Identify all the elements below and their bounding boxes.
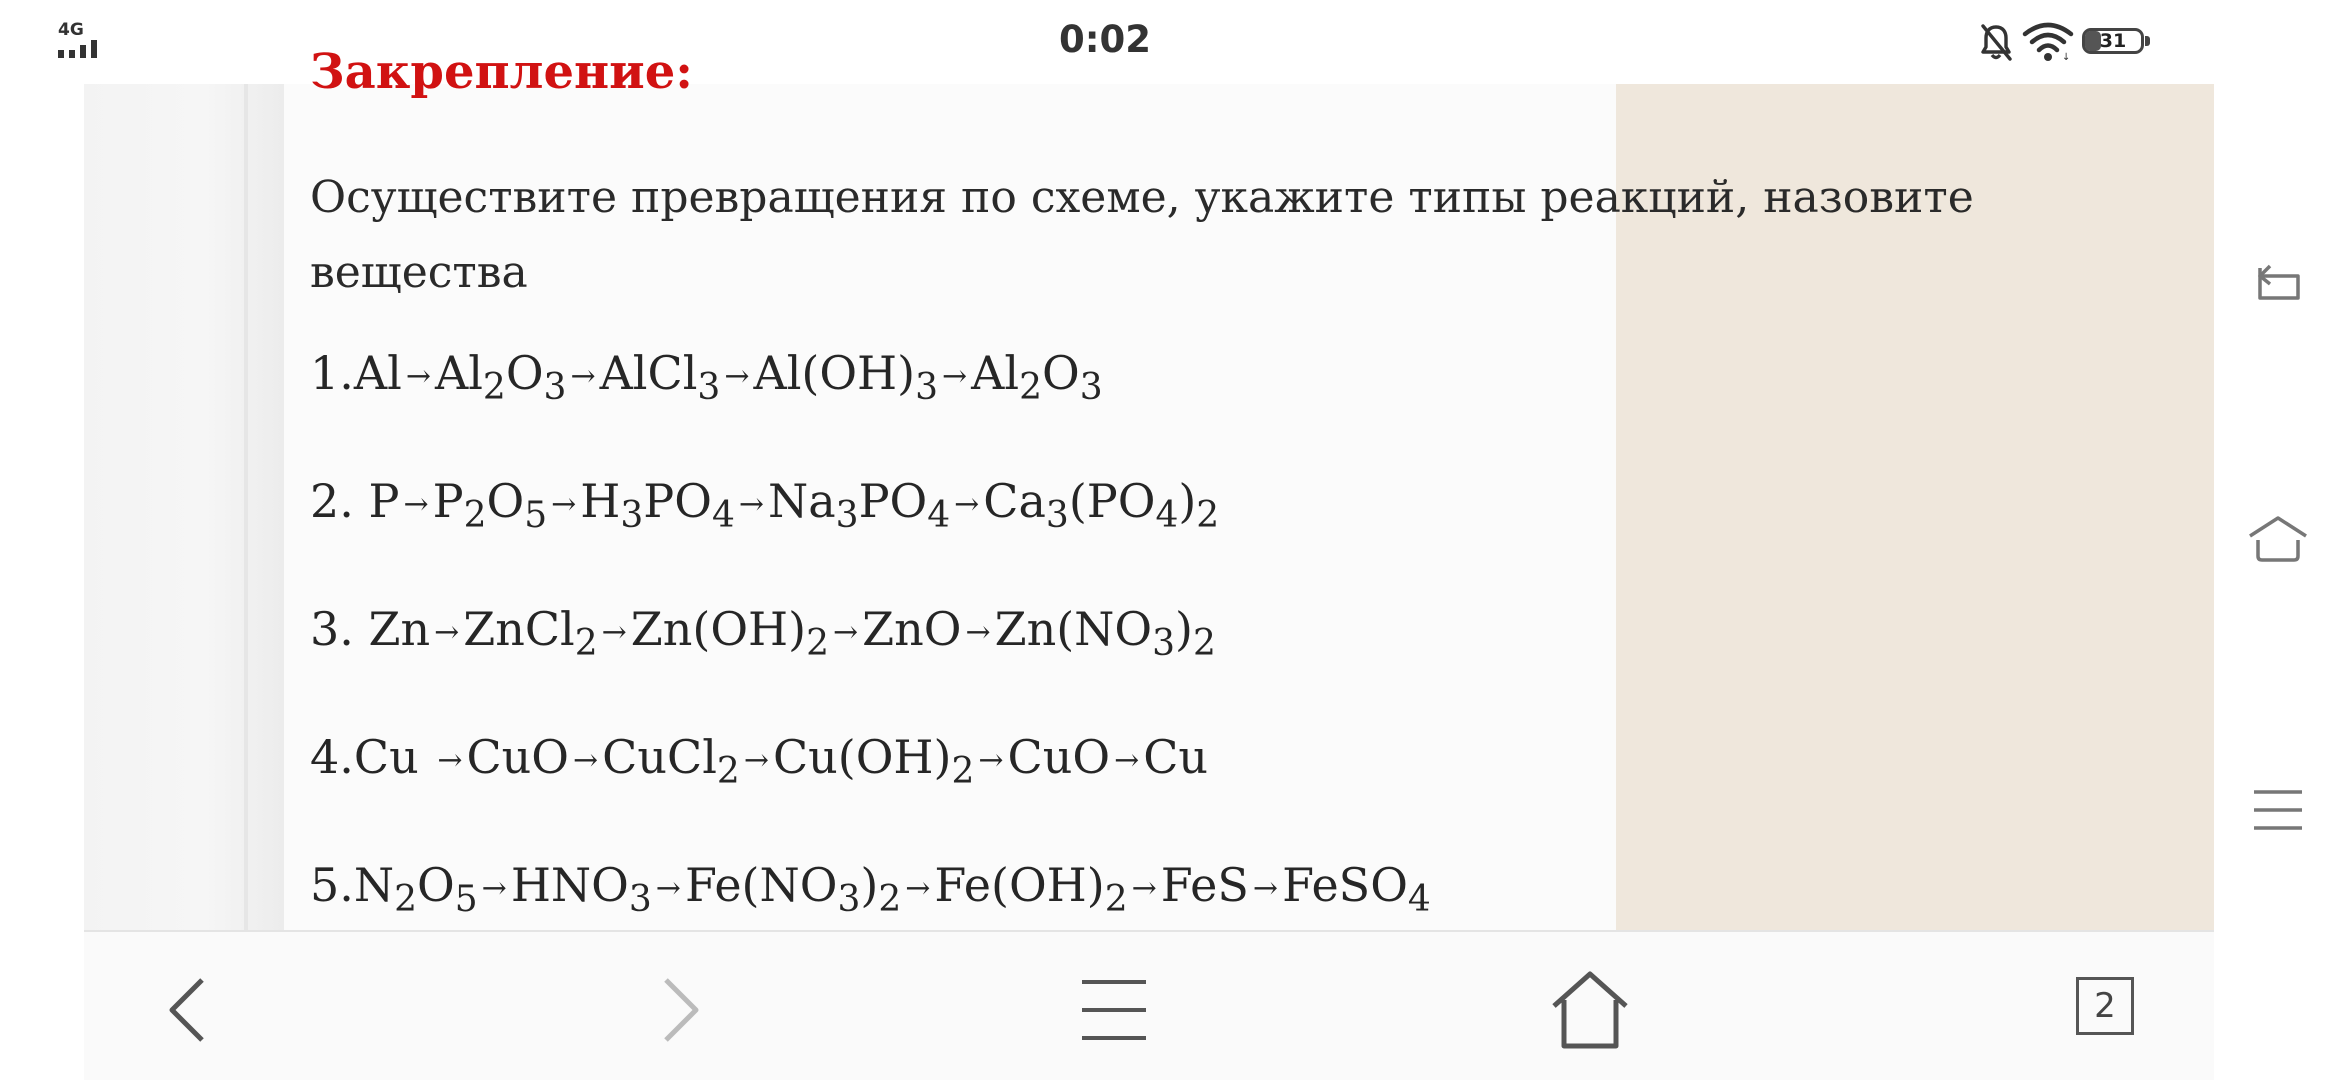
chemical-formula: CuCl$_2$ (602, 730, 740, 792)
chemical-formula: $Fe(OH)_2$ (934, 858, 1128, 920)
section-heading: Закрепление: (310, 44, 693, 100)
chemical-formula: Cu (1143, 730, 1209, 784)
scheme-2 (310, 474, 1220, 536)
document-viewport[interactable] (84, 44, 2214, 930)
arrow-icon: → (551, 487, 577, 522)
chemical-formula: FeS (1160, 858, 1249, 912)
arrow-icon: → (738, 487, 764, 522)
battery-indicator (2082, 28, 2152, 56)
battery-level: 31 (2099, 30, 2127, 52)
chemical-formula: Zn (368, 602, 431, 656)
chemical-formula: $Fe(NO_3)_2$ (684, 858, 902, 920)
cellular-signal (58, 20, 108, 60)
arrow-icon: → (942, 359, 968, 394)
bell-muted-icon (1978, 22, 2014, 62)
chemical-formula: CuO (1007, 730, 1111, 784)
page-margin (84, 84, 284, 930)
arrow-icon: → (743, 743, 769, 778)
chevron-left-icon (144, 960, 244, 1060)
back-button[interactable] (144, 960, 244, 1060)
arrow-icon: → (954, 487, 980, 522)
browser-nav-bar (84, 930, 2214, 1080)
system-back-button[interactable] (2246, 254, 2310, 318)
arrow-icon: → (724, 359, 750, 394)
chemical-formula: $Na_3PO_4$ (767, 474, 951, 536)
scheme-3 (310, 602, 1216, 664)
home-outline-icon (2246, 506, 2310, 570)
arrow-icon: → (405, 359, 431, 394)
system-navigation-rail (2214, 0, 2340, 1080)
system-recents-button[interactable] (2246, 778, 2310, 842)
chemical-formula: $Ca_3(PO_4)_2$ (983, 474, 1220, 536)
menu-button[interactable] (1064, 960, 1164, 1060)
network-type-label: 4G (58, 20, 84, 40)
chemical-formula: $P_2O_5$ (432, 474, 548, 536)
status-icons (1968, 20, 2158, 64)
arrow-icon: → (437, 743, 463, 778)
signal-bars-icon (58, 40, 106, 58)
scheme-number: 3. (310, 602, 369, 656)
arrow-icon: → (1114, 743, 1140, 778)
arrow-icon: → (481, 871, 507, 906)
chemical-formula: FeSO$_4$ (1282, 858, 1431, 920)
scheme-number: 2. (310, 474, 369, 528)
chemical-formula: CuO (466, 730, 570, 784)
arrow-icon: → (570, 359, 596, 394)
chemical-formula: $H_3PO_4$ (580, 474, 735, 536)
arrow-icon: → (978, 743, 1004, 778)
arrow-icon: → (573, 743, 599, 778)
chemical-formula: $Al_2O_3$ (434, 346, 567, 408)
return-arrow-icon (2246, 254, 2310, 318)
scheme-number: 1. (310, 346, 354, 400)
tabs-counter-icon: 2 (2076, 977, 2134, 1035)
scheme-number: 5. (310, 858, 354, 912)
scheme-4 (310, 730, 1209, 792)
scheme-number: 4. (310, 730, 354, 784)
chemical-formula: $N_2O_5$ (353, 858, 478, 920)
chemical-formula: AlCl$_3$ (599, 346, 721, 408)
arrow-icon: → (965, 615, 991, 650)
tabs-button[interactable] (2076, 977, 2134, 1035)
hamburger-menu-icon (2246, 778, 2310, 842)
chemical-formula: $Al(OH)_3$ (753, 346, 939, 408)
chemical-formula: $Al_2O_3$ (971, 346, 1103, 408)
svg-text:↓: ↓ (2062, 52, 2071, 63)
chemical-formula: $Cu(OH)_2$ (772, 730, 975, 792)
arrow-icon: → (403, 487, 429, 522)
chemical-formula: $Zn(NO_3)_2$ (994, 602, 1216, 664)
scheme-1 (310, 346, 1103, 408)
chemical-formula: Cu (353, 730, 434, 784)
scheme-5 (310, 858, 1431, 920)
chemical-formula: $Zn(OH)_2$ (630, 602, 830, 664)
arrow-icon: → (434, 615, 460, 650)
chemical-formula: ZnCl$_2$ (463, 602, 598, 664)
home-button[interactable] (1540, 960, 1640, 1060)
hamburger-menu-icon (1064, 960, 1164, 1060)
arrow-icon: → (1252, 871, 1279, 906)
wifi-icon (2022, 22, 2074, 62)
arrow-icon: → (905, 871, 931, 906)
system-home-button[interactable] (2246, 506, 2310, 570)
arrow-icon: → (1131, 871, 1157, 906)
forward-button[interactable] (624, 960, 724, 1060)
chevron-right-icon (624, 960, 724, 1060)
status-time: 0:02 (1058, 18, 1152, 61)
task-instruction: Осуществите превращения по схеме, укажите типы реакций, назовите вещества (310, 172, 1974, 298)
arrow-icon: → (655, 871, 681, 906)
chemical-formula: P (368, 474, 400, 528)
chemical-formula: $HNO_3$ (510, 858, 652, 920)
chemical-formula: ZnO (862, 602, 962, 656)
arrow-icon: → (833, 615, 859, 650)
chemical-formula: Al (353, 346, 402, 400)
arrow-icon: → (601, 615, 627, 650)
home-icon (1540, 960, 1640, 1060)
